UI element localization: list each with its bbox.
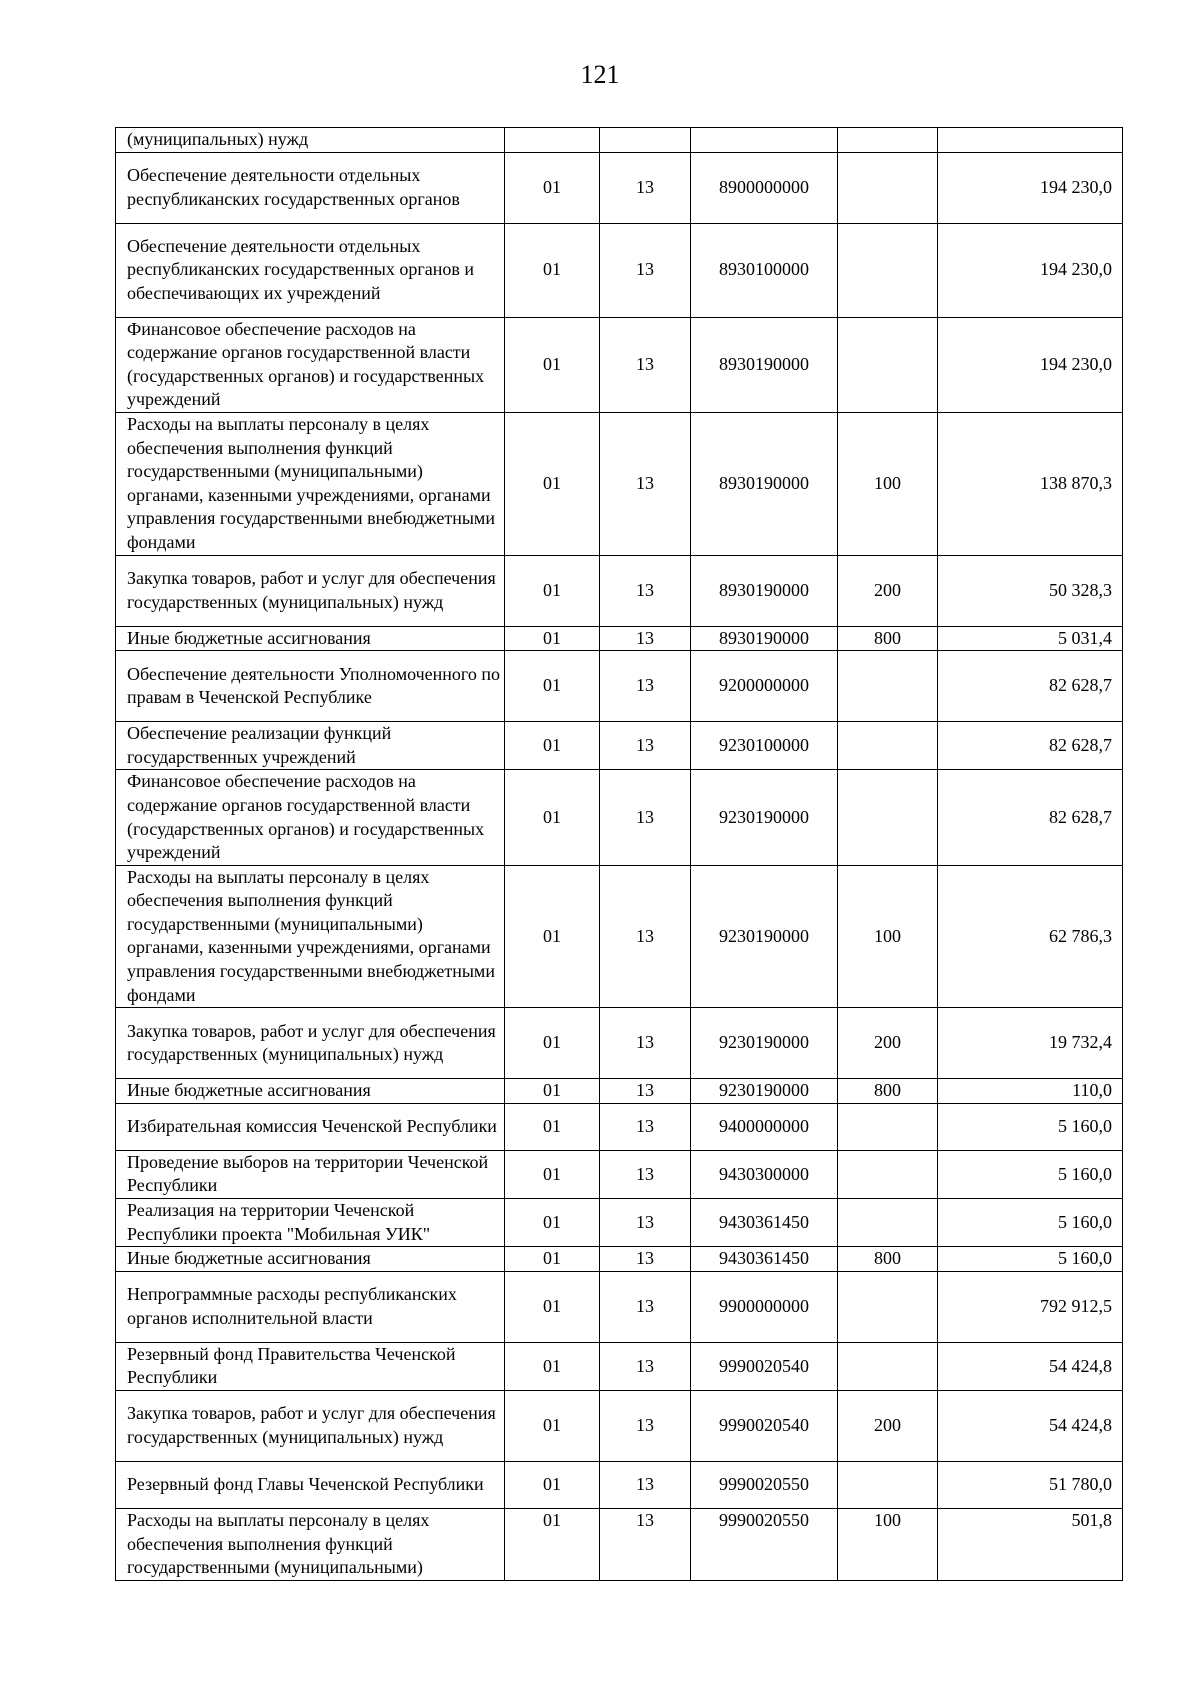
row-target-article-cell: 9230190000 xyxy=(691,865,838,1008)
row-name-cell: Иные бюджетные ассигнования xyxy=(116,1247,505,1272)
row-name-cell: Обеспечение деятельности Уполномоченного по правам в Чеченской Республике xyxy=(116,651,505,722)
row-amount-cell: 138 870,3 xyxy=(938,412,1123,555)
row-section-cell: 01 xyxy=(505,1462,600,1509)
row-name-cell: Иные бюджетные ассигнования xyxy=(116,626,505,651)
row-section-cell: 01 xyxy=(505,223,600,317)
row-section-cell: 01 xyxy=(505,317,600,412)
row-subsection-cell: 13 xyxy=(600,1342,691,1390)
row-section-cell: 01 xyxy=(505,1150,600,1198)
row-expense-type-cell xyxy=(838,722,938,770)
row-target-article-cell: 9990020550 xyxy=(691,1509,838,1581)
row-name-cell: Обеспечение реализации функций государственных учреждений xyxy=(116,722,505,770)
table-row xyxy=(116,412,1123,555)
page-number: 121 xyxy=(580,60,620,89)
row-expense-type-cell: 100 xyxy=(838,865,938,1008)
row-section-cell: 01 xyxy=(505,722,600,770)
row-expense-type-cell xyxy=(838,317,938,412)
row-amount-cell: 110,0 xyxy=(938,1079,1123,1104)
table-row xyxy=(116,770,1123,865)
row-amount-cell: 54 424,8 xyxy=(938,1342,1123,1390)
row-expense-type-cell xyxy=(838,1342,938,1390)
row-target-article-cell: 9430300000 xyxy=(691,1150,838,1198)
row-target-article-cell: 9990020550 xyxy=(691,1462,838,1509)
row-target-article-cell: 9430361450 xyxy=(691,1247,838,1272)
row-target-article-cell: 8930190000 xyxy=(691,317,838,412)
table-row xyxy=(116,722,1123,770)
table-row xyxy=(116,1199,1123,1247)
row-name-cell: Проведение выборов на территории Чеченской Республики xyxy=(116,1150,505,1198)
row-name-cell: Непрограммные расходы республиканских органов исполнительной власти xyxy=(116,1271,505,1342)
row-subsection-cell: 13 xyxy=(600,1079,691,1104)
row-expense-type-cell xyxy=(838,1103,938,1150)
row-expense-type-cell xyxy=(838,128,938,153)
row-subsection-cell: 13 xyxy=(600,223,691,317)
table-row xyxy=(116,1509,1123,1581)
row-name-cell: Закупка товаров, работ и услуг для обеспечения государственных (муниципальных) нужд xyxy=(116,1008,505,1079)
budget-table xyxy=(115,127,1123,1581)
row-amount-cell: 501,8 xyxy=(938,1509,1123,1581)
row-expense-type-cell xyxy=(838,1271,938,1342)
row-subsection-cell xyxy=(600,128,691,153)
table-row xyxy=(116,1079,1123,1104)
row-section-cell: 01 xyxy=(505,770,600,865)
row-amount-cell xyxy=(938,128,1123,153)
row-name-cell: Резервный фонд Правительства Чеченской Республики xyxy=(116,1342,505,1390)
table-row xyxy=(116,1462,1123,1509)
row-target-article-cell: 8930190000 xyxy=(691,412,838,555)
row-target-article-cell: 8930190000 xyxy=(691,626,838,651)
row-amount-cell: 54 424,8 xyxy=(938,1391,1123,1462)
row-expense-type-cell xyxy=(838,152,938,223)
row-section-cell: 01 xyxy=(505,1199,600,1247)
row-expense-type-cell: 200 xyxy=(838,555,938,626)
row-name-cell: Обеспечение деятельности отдельных республиканских государственных органов и обеспечивающих их учреждений xyxy=(116,223,505,317)
table-row xyxy=(116,223,1123,317)
row-amount-cell: 82 628,7 xyxy=(938,770,1123,865)
row-amount-cell: 82 628,7 xyxy=(938,651,1123,722)
row-expense-type-cell: 200 xyxy=(838,1391,938,1462)
row-section-cell: 01 xyxy=(505,626,600,651)
row-target-article-cell xyxy=(691,128,838,153)
row-name-cell: Реализация на территории Чеченской Республики проекта "Мобильная УИК" xyxy=(116,1199,505,1247)
row-expense-type-cell: 800 xyxy=(838,1079,938,1104)
row-target-article-cell: 8930100000 xyxy=(691,223,838,317)
row-amount-cell: 5 160,0 xyxy=(938,1199,1123,1247)
row-section-cell: 01 xyxy=(505,555,600,626)
row-name-cell: Финансовое обеспечение расходов на содержание органов государственной власти (государственных органов) и государственных учреждений xyxy=(116,770,505,865)
table-row xyxy=(116,1342,1123,1390)
row-amount-cell: 5 160,0 xyxy=(938,1247,1123,1272)
row-amount-cell: 5 160,0 xyxy=(938,1103,1123,1150)
row-target-article-cell: 9900000000 xyxy=(691,1271,838,1342)
row-amount-cell: 19 732,4 xyxy=(938,1008,1123,1079)
row-amount-cell: 194 230,0 xyxy=(938,317,1123,412)
table-row xyxy=(116,651,1123,722)
row-subsection-cell: 13 xyxy=(600,1509,691,1581)
row-name-cell: Расходы на выплаты персоналу в целях обеспечения выполнения функций государственными (муниципальными) органами, казенными учреждениями, органами управления государственными внебюджетными фондами xyxy=(116,865,505,1008)
row-subsection-cell: 13 xyxy=(600,317,691,412)
row-name-cell: Резервный фонд Главы Чеченской Республики xyxy=(116,1462,505,1509)
table-row xyxy=(116,152,1123,223)
row-amount-cell: 5 160,0 xyxy=(938,1150,1123,1198)
row-subsection-cell: 13 xyxy=(600,1103,691,1150)
row-name-cell: Иные бюджетные ассигнования xyxy=(116,1079,505,1104)
row-section-cell: 01 xyxy=(505,152,600,223)
row-target-article-cell: 9230190000 xyxy=(691,1008,838,1079)
row-target-article-cell: 8900000000 xyxy=(691,152,838,223)
row-name-cell: (муниципальных) нужд xyxy=(116,128,505,153)
row-expense-type-cell: 100 xyxy=(838,412,938,555)
row-target-article-cell: 8930190000 xyxy=(691,555,838,626)
row-section-cell: 01 xyxy=(505,651,600,722)
row-expense-type-cell: 800 xyxy=(838,626,938,651)
row-subsection-cell: 13 xyxy=(600,1150,691,1198)
row-name-cell: Финансовое обеспечение расходов на содержание органов государственной власти (государственных органов) и государственных учреждений xyxy=(116,317,505,412)
row-section-cell: 01 xyxy=(505,412,600,555)
row-subsection-cell: 13 xyxy=(600,1462,691,1509)
table-row xyxy=(116,1391,1123,1462)
row-section-cell: 01 xyxy=(505,1079,600,1104)
row-section-cell: 01 xyxy=(505,1271,600,1342)
row-expense-type-cell xyxy=(838,1462,938,1509)
row-section-cell: 01 xyxy=(505,1247,600,1272)
row-subsection-cell: 13 xyxy=(600,1391,691,1462)
table-row xyxy=(116,128,1123,153)
row-subsection-cell: 13 xyxy=(600,1008,691,1079)
row-subsection-cell: 13 xyxy=(600,1199,691,1247)
table-row xyxy=(116,1247,1123,1272)
row-target-article-cell: 9230100000 xyxy=(691,722,838,770)
row-amount-cell: 51 780,0 xyxy=(938,1462,1123,1509)
table-row xyxy=(116,317,1123,412)
row-subsection-cell: 13 xyxy=(600,412,691,555)
row-expense-type-cell: 800 xyxy=(838,1247,938,1272)
row-subsection-cell: 13 xyxy=(600,555,691,626)
row-section-cell: 01 xyxy=(505,1391,600,1462)
row-amount-cell: 82 628,7 xyxy=(938,722,1123,770)
row-section-cell xyxy=(505,128,600,153)
row-expense-type-cell xyxy=(838,651,938,722)
row-subsection-cell: 13 xyxy=(600,626,691,651)
row-name-cell: Закупка товаров, работ и услуг для обеспечения государственных (муниципальных) нужд xyxy=(116,555,505,626)
table-row xyxy=(116,1271,1123,1342)
table-row xyxy=(116,1008,1123,1079)
row-expense-type-cell xyxy=(838,1150,938,1198)
row-section-cell: 01 xyxy=(505,865,600,1008)
table-row xyxy=(116,865,1123,1008)
row-amount-cell: 50 328,3 xyxy=(938,555,1123,626)
row-section-cell: 01 xyxy=(505,1342,600,1390)
row-section-cell: 01 xyxy=(505,1008,600,1079)
row-amount-cell: 792 912,5 xyxy=(938,1271,1123,1342)
row-expense-type-cell xyxy=(838,223,938,317)
row-subsection-cell: 13 xyxy=(600,770,691,865)
row-name-cell: Обеспечение деятельности отдельных республиканских государственных органов xyxy=(116,152,505,223)
row-name-cell: Расходы на выплаты персоналу в целях обеспечения выполнения функций государственными (муниципальными) xyxy=(116,1509,505,1581)
row-target-article-cell: 9230190000 xyxy=(691,1079,838,1104)
row-subsection-cell: 13 xyxy=(600,152,691,223)
row-name-cell: Расходы на выплаты персоналу в целях обеспечения выполнения функций государственными (муниципальными) органами, казенными учреждениями, органами управления государственными внебюджетными фондами xyxy=(116,412,505,555)
row-name-cell: Закупка товаров, работ и услуг для обеспечения государственных (муниципальных) нужд xyxy=(116,1391,505,1462)
row-target-article-cell: 9990020540 xyxy=(691,1342,838,1390)
row-target-article-cell: 9990020540 xyxy=(691,1391,838,1462)
row-subsection-cell: 13 xyxy=(600,722,691,770)
budget-table-body xyxy=(116,128,1123,1581)
row-expense-type-cell xyxy=(838,770,938,865)
row-subsection-cell: 13 xyxy=(600,1247,691,1272)
row-subsection-cell: 13 xyxy=(600,865,691,1008)
table-row xyxy=(116,1150,1123,1198)
row-section-cell: 01 xyxy=(505,1103,600,1150)
row-target-article-cell: 9200000000 xyxy=(691,651,838,722)
row-expense-type-cell: 200 xyxy=(838,1008,938,1079)
table-row xyxy=(116,626,1123,651)
table-row xyxy=(116,555,1123,626)
row-name-cell: Избирательная комиссия Чеченской Республики xyxy=(116,1103,505,1150)
row-amount-cell: 62 786,3 xyxy=(938,865,1123,1008)
table-row xyxy=(116,1103,1123,1150)
row-amount-cell: 194 230,0 xyxy=(938,223,1123,317)
row-target-article-cell: 9230190000 xyxy=(691,770,838,865)
row-target-article-cell: 9400000000 xyxy=(691,1103,838,1150)
row-subsection-cell: 13 xyxy=(600,1271,691,1342)
row-expense-type-cell: 100 xyxy=(838,1509,938,1581)
row-expense-type-cell xyxy=(838,1199,938,1247)
row-target-article-cell: 9430361450 xyxy=(691,1199,838,1247)
row-amount-cell: 194 230,0 xyxy=(938,152,1123,223)
row-subsection-cell: 13 xyxy=(600,651,691,722)
row-section-cell: 01 xyxy=(505,1509,600,1581)
row-amount-cell: 5 031,4 xyxy=(938,626,1123,651)
